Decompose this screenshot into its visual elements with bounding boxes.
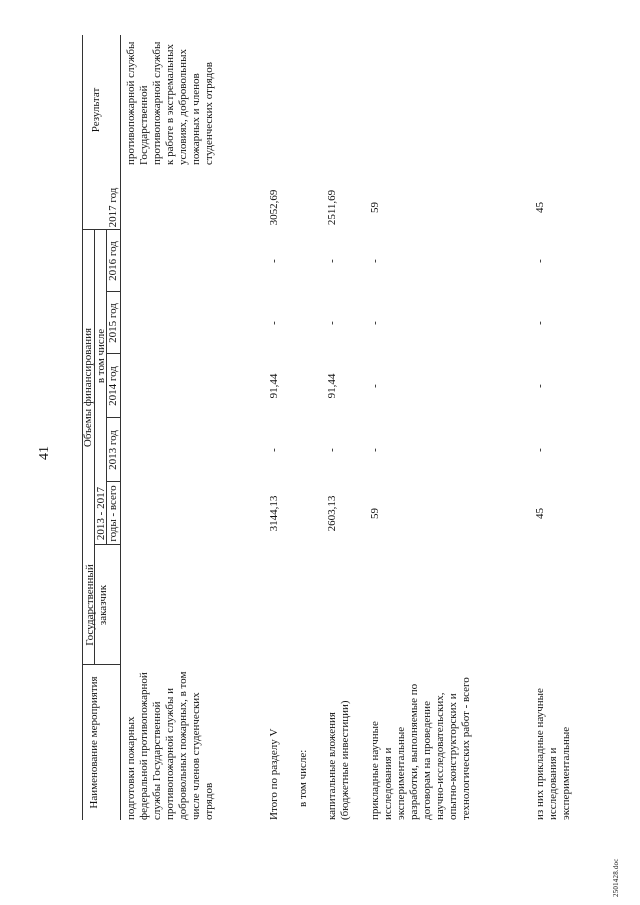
row-1-2013: - (268, 448, 280, 452)
row-3-2016: - (326, 259, 338, 263)
row-3-2013: - (326, 448, 338, 452)
row-1-2014: 91,44 (268, 373, 280, 399)
row-3-2015: - (326, 321, 338, 325)
row-5-name: из них прикладные научные исследования и экспериментальные (534, 688, 572, 820)
row-2-name: в том числе: (297, 749, 309, 807)
header-year-2014: 2014 год (107, 366, 119, 406)
row-1-name: Итого по разделу V (268, 728, 280, 820)
row-4-2013: - (369, 448, 381, 452)
row-5-2014: - (534, 384, 546, 388)
header-year-2016: 2016 год (107, 241, 119, 281)
row-3-name: капитальные вложения (бюджетные инвестиции) (326, 700, 351, 820)
header-including: в том числе (95, 328, 107, 384)
header-year-2015: 2015 год (107, 303, 119, 343)
header-bottom-border (120, 35, 121, 820)
header-volumes: Объемы финансирования (82, 327, 94, 448)
header-name: Наименование мероприятия (88, 676, 100, 809)
row-0-name: подготовки пожарных федеральной противопожарной службы Государственной противопожарной службы и добровольных пожарных, в том числе членов студенческих отрядов (125, 671, 215, 820)
page-number: 41 (37, 446, 52, 460)
row-4-2016: - (369, 259, 381, 263)
row-1-total: 3144,13 (268, 495, 280, 532)
row-4-2015: - (369, 321, 381, 325)
header-year-2017: 2017 год (107, 187, 119, 228)
header-total-top: 2013 - 2017 (95, 486, 107, 541)
row-3-2014: 91,44 (326, 373, 338, 399)
row-5-2013: - (534, 448, 546, 452)
row-1-2015: - (268, 321, 280, 325)
header-customer: Государственный заказчик (84, 564, 109, 646)
row-4-2017: 59 (369, 202, 381, 213)
header-year-2013: 2013 год (107, 430, 119, 470)
row-3-2017: 2511,69 (326, 189, 338, 226)
row-4-2014: - (369, 384, 381, 388)
row-0-result: противопожарной службы Государственной противопожарной службы к работе в экстремальных условиях, добровольных пожарных и членов студенческих отрядов (125, 41, 215, 165)
header-total-bottom: годы - всего (107, 485, 119, 542)
row-5-total: 45 (534, 508, 546, 519)
row-1-2016: - (268, 259, 280, 263)
row-5-2017: 45 (534, 202, 546, 213)
row-5-2016: - (534, 259, 546, 263)
header-result: Результат (90, 87, 102, 133)
row-1-2017: 3052,69 (268, 189, 280, 226)
row-3-total: 2603,13 (326, 495, 338, 532)
doc-id: 2501428.doc (612, 858, 620, 897)
row-4-total: 59 (369, 508, 381, 519)
row-5-2015: - (534, 321, 546, 325)
row-4-name: прикладные научные исследования и экспериментальные разработки, выполняемые по договорам на проведение научно-исследовательских, опытно-конструкторских и технологических работ - всего (369, 677, 472, 820)
